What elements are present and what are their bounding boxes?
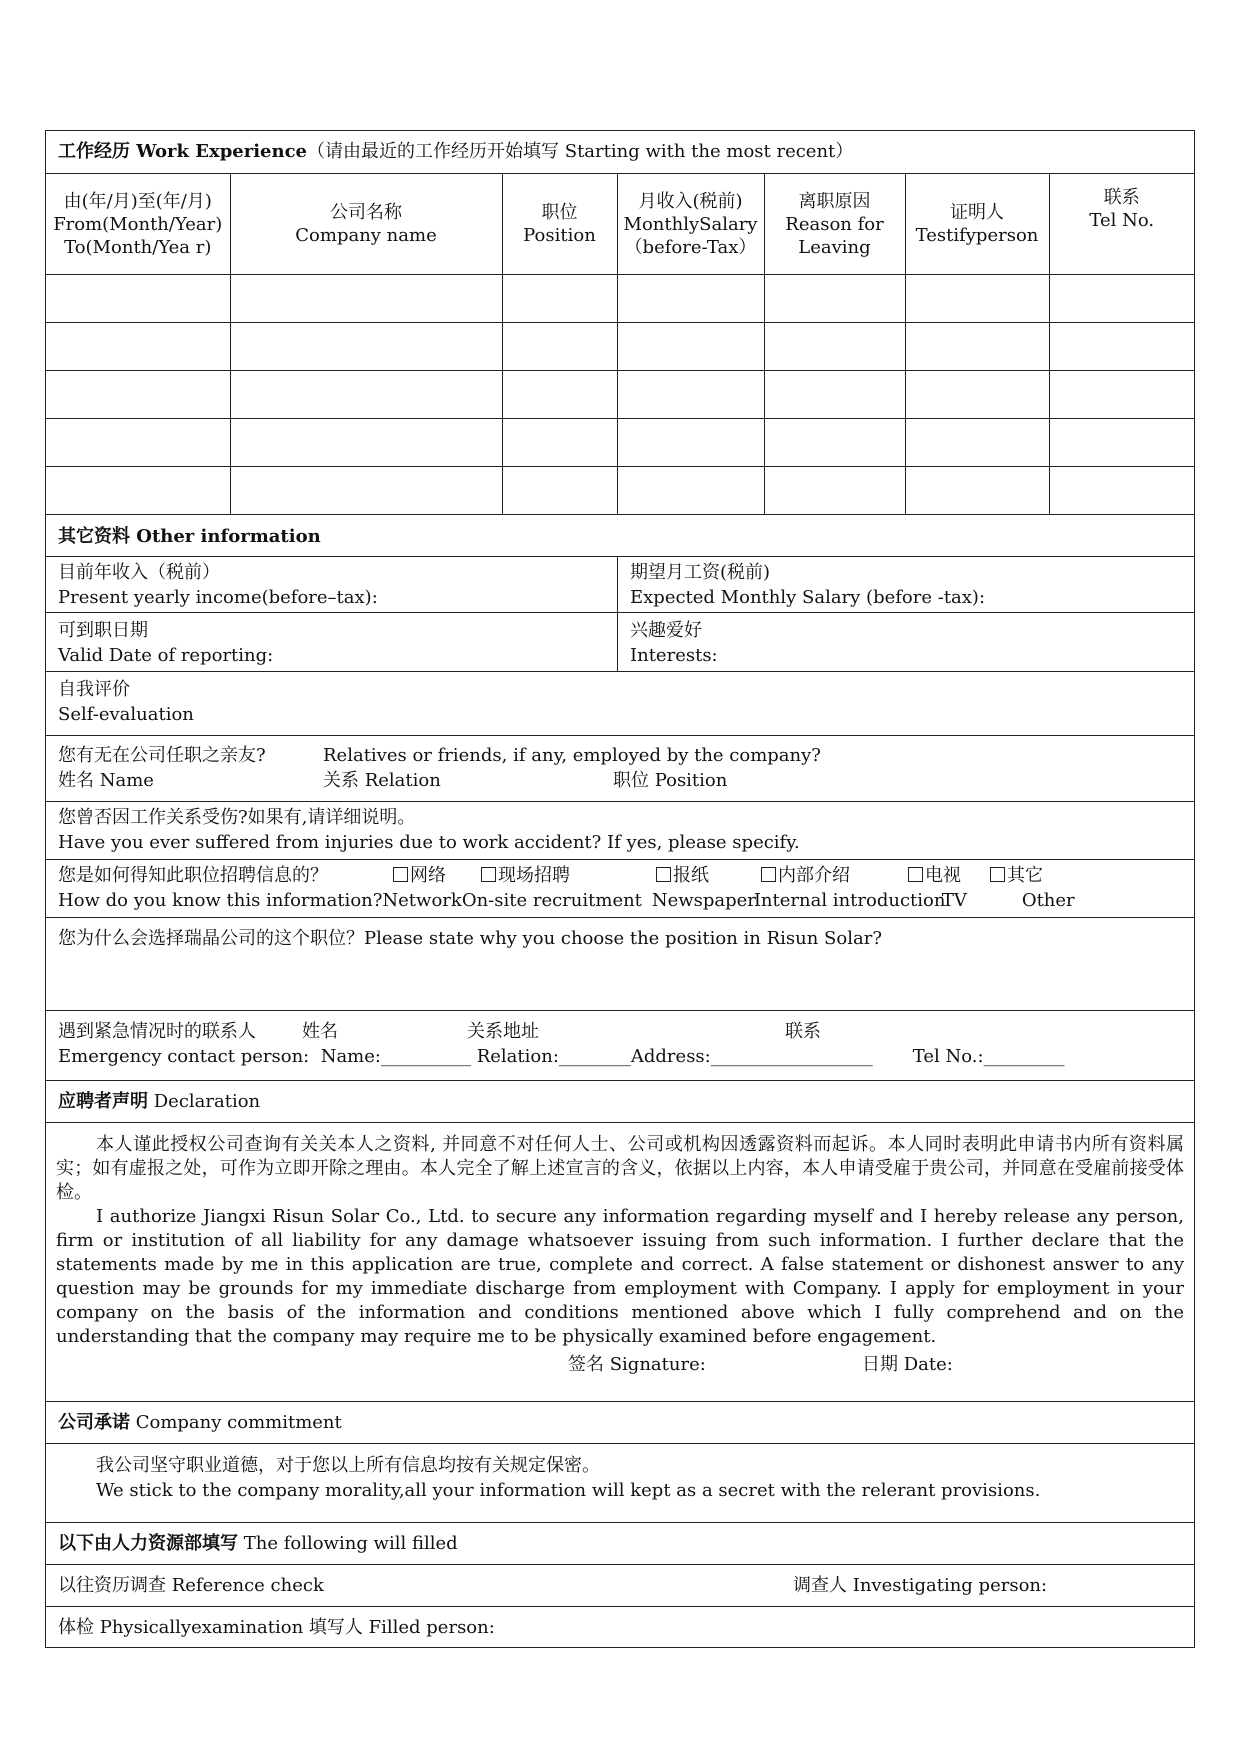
relatives-question-en: Relatives or friends, if any, employed by the company?: [323, 745, 821, 766]
col-position: [502, 174, 617, 275]
table-cell[interactable]: [764, 419, 905, 467]
col-label-zh: 公司名称: [330, 202, 402, 223]
table-cell[interactable]: [905, 371, 1049, 419]
date-interest-row: [46, 612, 1194, 671]
declaration-body: [46, 1122, 1194, 1401]
emergency-name-zh: 姓名: [302, 1021, 338, 1042]
emergency-address-zh: 关系地址: [467, 1021, 539, 1042]
col-label-zh: 月收入(税前): [638, 190, 743, 212]
date-field[interactable]: 日期 Date:: [862, 1354, 953, 1375]
interests-zh: 兴趣爱好: [630, 620, 702, 641]
table-cell[interactable]: [617, 275, 764, 323]
option-label-en: Internal introduction: [753, 890, 946, 911]
other-info-title: 其它资料 Other information: [46, 514, 1194, 556]
valid-date-zh: 可到职日期: [58, 620, 148, 641]
commitment-title-en: Company commitment: [135, 1412, 342, 1433]
reference-check-row: [46, 1564, 1194, 1606]
valid-date-en: Valid Date of reporting:: [58, 645, 274, 666]
table-cell[interactable]: [764, 323, 905, 371]
signature-field[interactable]: 签名 Signature:: [568, 1354, 706, 1375]
option-label: 其它: [1007, 865, 1043, 886]
table-header-row: [46, 174, 1194, 275]
info-source-question-zh: 您是如何得知此职位招聘信息的？: [58, 865, 328, 886]
physical-exam-row: [46, 1606, 1194, 1647]
col-label-en: Reason for: [785, 213, 884, 235]
table-row: [46, 467, 1194, 515]
emergency-zh-line: [58, 1019, 1182, 1044]
table-row: [46, 323, 1194, 371]
emergency-label-en: Emergency contact person:: [58, 1046, 310, 1067]
application-form: [45, 130, 1195, 1648]
table-cell[interactable]: [764, 467, 905, 515]
col-testify: [905, 174, 1049, 275]
relatives-fields-line: [58, 768, 1182, 793]
relatives-field[interactable]: [46, 735, 1194, 801]
self-eval-zh: 自我评价: [58, 679, 130, 700]
table-cell[interactable]: [502, 323, 617, 371]
reference-check-field[interactable]: 以往资历调查 Reference check: [58, 1575, 324, 1596]
source-option-onsite[interactable]: [481, 863, 656, 888]
table-cell[interactable]: [46, 419, 230, 467]
work-experience-header: [46, 131, 1194, 173]
valid-date-field[interactable]: [46, 613, 618, 671]
option-label-en: Network: [382, 890, 462, 911]
hr-title-en: The following will filled: [243, 1533, 458, 1554]
option-label-en: TV: [941, 890, 967, 911]
info-source-en-line: [58, 888, 1182, 913]
source-option-other[interactable]: [990, 865, 1043, 886]
col-label-zh: 由(年/月)至(年/月): [63, 190, 212, 212]
col-tel: [1049, 174, 1194, 275]
table-cell[interactable]: [46, 371, 230, 419]
col-label-en2: To(Month/Yea r): [64, 236, 212, 258]
expected-salary-field[interactable]: [618, 557, 997, 612]
source-option-network[interactable]: [393, 863, 481, 888]
table-cell[interactable]: [230, 323, 502, 371]
table-row: [46, 371, 1194, 419]
why-choose-field[interactable]: [46, 917, 1194, 1010]
table-cell[interactable]: [1049, 419, 1194, 467]
table-cell[interactable]: [502, 371, 617, 419]
source-option-internal[interactable]: [761, 863, 908, 888]
col-label-en: Testifyperson: [915, 225, 1039, 246]
commitment-header: [46, 1401, 1194, 1443]
commitment-text-en: We stick to the company morality,all your information will kept as a secret with the relerant provisions.: [96, 1480, 1041, 1501]
checkbox-icon: [990, 867, 1005, 882]
commitment-title-zh: 公司承诺: [58, 1412, 130, 1433]
emergency-tel-input[interactable]: Tel No.:_________: [912, 1046, 1065, 1067]
checkbox-icon: [908, 867, 923, 882]
table-cell[interactable]: [46, 467, 230, 515]
source-option-newspaper[interactable]: [656, 863, 761, 888]
emergency-name-input[interactable]: Name:__________: [320, 1046, 471, 1067]
present-income-field[interactable]: [46, 557, 618, 612]
investigating-person-field[interactable]: 调查人 Investigating person:: [793, 1575, 1048, 1596]
why-choose-question: 您为什么会选择瑞晶公司的这个职位？Please state why you choose the position in Risun Solar?: [58, 928, 882, 949]
checkbox-icon: [481, 867, 496, 882]
signature-line: [56, 1353, 1184, 1377]
self-eval-en: Self-evaluation: [58, 704, 194, 725]
table-cell[interactable]: [764, 371, 905, 419]
col-label-zh: 离职原因: [798, 190, 871, 212]
table-cell[interactable]: [1049, 371, 1194, 419]
declaration-title-zh: 应聘者声明: [58, 1091, 148, 1112]
col-label-zh: 联系: [1103, 187, 1140, 208]
table-row: [46, 275, 1194, 323]
info-source-question-en: How do you know this information?: [58, 890, 383, 911]
table-cell[interactable]: [1049, 467, 1194, 515]
table-cell[interactable]: [1049, 275, 1194, 323]
table-cell[interactable]: [502, 275, 617, 323]
col-label-en2: （before-Tax）: [624, 236, 757, 258]
table-cell[interactable]: [617, 467, 764, 515]
declaration-text-en: I authorize Jiangxi Risun Solar Co., Ltd. to secure any information regarding myself and I hereby release any person, firm or institution of all liability for any damage whatsoever issuing from such information. I further declare that the statements made by me in this application are true, complete and correct. A false statement or dishonest answer to any question may be grounds for my immediate discharge from employment with Company. I apply for employment in your company on the basis of the information and conditions mentioned above which I fully comprehend and on the understanding that the company may require me to be physically examined before engagement.: [56, 1206, 1184, 1347]
relative-relation-label: 关系 Relation: [323, 770, 441, 791]
present-income-en: Present yearly income(before–tax):: [58, 587, 378, 608]
option-label: 电视: [925, 865, 961, 886]
commitment-text-zh: 我公司坚守职业道德，对于您以上所有信息均按有关规定保密。: [96, 1455, 600, 1476]
work-experience-table: [46, 174, 1194, 514]
table-cell[interactable]: [764, 275, 905, 323]
table-cell[interactable]: [905, 323, 1049, 371]
table-cell[interactable]: [230, 275, 502, 323]
table-cell[interactable]: [617, 419, 764, 467]
table-cell[interactable]: [905, 467, 1049, 515]
checkbox-icon: [761, 867, 776, 882]
income-row: [46, 556, 1194, 612]
table-cell[interactable]: [617, 323, 764, 371]
relative-name-label: 姓名 Name: [58, 770, 154, 791]
option-label: 现场招聘: [498, 865, 570, 886]
table-cell[interactable]: [502, 419, 617, 467]
checkbox-icon: [393, 867, 408, 882]
col-label-en2: Leaving: [798, 236, 871, 258]
col-reason: [764, 174, 905, 275]
col-period: [46, 174, 230, 275]
declaration-text-zh: 本人谨此授权公司查询有关关本人之资料, 并同意不对任何人士、公司或机构因透露资料而起诉。本人同时表明此申请书内所有资料属实；如有虚报之处，可作为立即开除之理由。本人完全了解上述宣言的含义，依据以上内容，本人申请受雇于贵公司，并同意在受雇前接受体检。: [56, 1134, 1184, 1203]
emergency-label-zh: 遇到紧急情况时的联系人: [58, 1021, 256, 1042]
injury-field[interactable]: [46, 801, 1194, 859]
physical-exam-field[interactable]: 体检 Physicallyexamination 填写人 Filled person:: [58, 1617, 495, 1638]
col-label-zh: 职位: [541, 202, 578, 223]
hr-header: [46, 1522, 1194, 1564]
option-label-en: Newspaper: [651, 890, 756, 911]
work-experience-table-wrap: [46, 173, 1194, 514]
table-cell[interactable]: [46, 275, 230, 323]
option-label: 内部介绍: [778, 865, 850, 886]
relatives-question-zh: 您有无在公司任职之亲友?: [58, 745, 266, 766]
option-label-en: Other: [1021, 890, 1075, 911]
table-cell[interactable]: [46, 323, 230, 371]
table-cell[interactable]: [905, 275, 1049, 323]
col-label-en: MonthlySalary: [623, 213, 758, 235]
source-option-tv[interactable]: [908, 863, 990, 888]
table-cell[interactable]: [230, 419, 502, 467]
table-cell[interactable]: [230, 371, 502, 419]
work-experience-title: 工作经历 Work Experience: [58, 141, 308, 162]
option-label-en: On-site recruitment: [461, 890, 642, 911]
self-evaluation-field[interactable]: [46, 671, 1194, 735]
table-cell[interactable]: [617, 371, 764, 419]
option-label: 报纸: [673, 865, 709, 886]
checkbox-icon: [656, 867, 671, 882]
emergency-address-input[interactable]: Address:__________________: [630, 1046, 873, 1067]
table-cell[interactable]: [502, 467, 617, 515]
emergency-en-line: [58, 1044, 1182, 1069]
injury-zh: 您曾否因工作关系受伤?如果有,请详细说明。: [58, 807, 416, 828]
col-label-en: Position: [523, 225, 596, 246]
emergency-tel-zh: 联系: [785, 1021, 821, 1042]
table-cell[interactable]: [230, 467, 502, 515]
injury-en: Have you ever suffered from injuries due to work accident? If yes, please specify.: [58, 832, 800, 853]
col-company: [230, 174, 502, 275]
expected-salary-en: Expected Monthly Salary (before -tax):: [630, 587, 986, 608]
col-salary: [617, 174, 764, 275]
emergency-relation-input[interactable]: Relation:________: [476, 1046, 631, 1067]
col-label-en: From(Month/Year): [53, 213, 223, 235]
relatives-question-line: [58, 743, 1182, 768]
table-cell[interactable]: [905, 419, 1049, 467]
relative-position-label: 职位 Position: [613, 770, 728, 791]
info-source-zh-line: [58, 863, 1182, 888]
present-income-zh: 目前年收入（税前）: [58, 562, 220, 583]
col-label-en: Company name: [295, 225, 437, 246]
work-experience-note: （请由最近的工作经历开始填写 Starting with the most recent）: [307, 141, 854, 162]
hr-title-zh: 以下由人力资源部填写: [58, 1533, 238, 1554]
interests-en: Interests:: [630, 645, 718, 666]
expected-salary-zh: 期望月工资(税前): [630, 562, 771, 583]
option-label: 网络: [410, 865, 446, 886]
table-row: [46, 419, 1194, 467]
info-source-field: [46, 859, 1194, 917]
declaration-header: [46, 1080, 1194, 1122]
emergency-contact-field: [46, 1010, 1194, 1080]
declaration-title-en: Declaration: [153, 1091, 261, 1112]
col-label-en: Tel No.: [1089, 210, 1155, 231]
col-label-zh: 证明人: [950, 202, 1004, 223]
commitment-body: [46, 1443, 1194, 1522]
table-cell[interactable]: [1049, 323, 1194, 371]
interests-field[interactable]: [618, 613, 730, 671]
